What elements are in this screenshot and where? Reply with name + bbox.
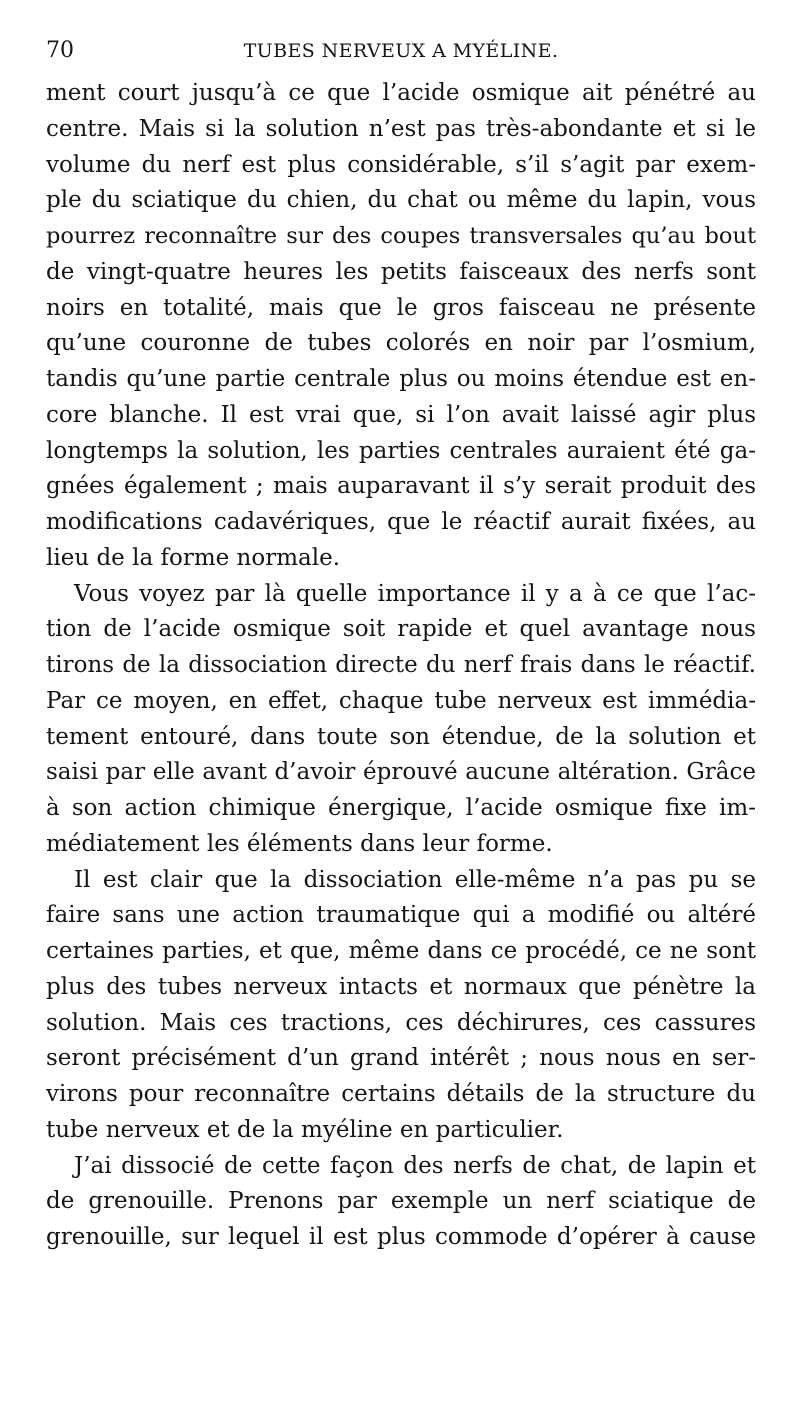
- text-line: tandis qu’une partie centrale plus ou moins étendue est en-: [46, 366, 756, 392]
- paragraph: [46, 76, 756, 577]
- text-line: grenouille, sur lequel il est plus commode d’opérer à cause: [46, 1224, 756, 1250]
- text-line: solution. Mais ces tractions, ces déchirures, ces cassures: [46, 1009, 756, 1036]
- body-text: [46, 76, 756, 1256]
- paragraph: [46, 863, 756, 1149]
- text-line: Vous voyez par là quelle importance il y a à ce que l’ac-: [74, 580, 756, 607]
- text-line: à son action chimique énergique, l’acide osmique fixe im-: [46, 795, 756, 821]
- text-line: tement entouré, dans toute son étendue, de la solution et: [46, 723, 756, 750]
- paragraph: [46, 577, 756, 863]
- text-line: volume du nerf est plus considérable, s’il s’agit par exem-: [46, 151, 756, 178]
- text-line: Il est clair que la dissociation elle-même n’a pas pu se: [74, 866, 756, 893]
- text-line: virons pour reconnaître certains détails de la structure du: [46, 1081, 756, 1107]
- text-line: de vingt-quatre heures les petits faisceaux des nerfs sont: [46, 258, 756, 285]
- text-line: lieu de la forme normale.: [46, 544, 341, 571]
- text-line: qu’une couronne de tubes colorés en noir par l’osmium,: [46, 330, 756, 357]
- text-line: médiatement les éléments dans leur forme.: [46, 830, 553, 857]
- text-line: tube nerveux et de la myéline en particulier.: [46, 1116, 564, 1143]
- text-line: faire sans une action traumatique qui a modifié ou altéré: [46, 902, 756, 929]
- text-line: seront précisément d’un grand intérêt ; nous nous en ser-: [46, 1045, 756, 1072]
- text-line: longtemps la solution, les parties centrales auraient été ga-: [46, 437, 756, 464]
- text-line: gnées également ; mais auparavant il s’y serait produit des: [46, 473, 756, 500]
- text-line: de grenouille. Prenons par exemple un nerf sciatique de: [46, 1188, 756, 1215]
- text-line: modifications cadavériques, que le réactif aurait fixées, au: [46, 509, 756, 535]
- paragraph: [46, 1149, 756, 1256]
- text-line: centre. Mais si la solution n’est pas très-abondante et si le: [46, 115, 756, 142]
- text-line: ment court jusqu’à ce que l’acide osmique ait pénétré au: [46, 80, 756, 106]
- text-line: J’ai dissocié de cette façon des nerfs de chat, de lapin et: [74, 1152, 756, 1179]
- text-line: core blanche. Il est vrai que, si l’on avait laissé agir plus: [46, 401, 756, 428]
- text-line: pourrez reconnaître sur des coupes transversales qu’au bout: [46, 223, 756, 249]
- text-line: plus des tubes nerveux intacts et normaux que pénètre la: [46, 973, 756, 1000]
- text-line: tirons de la dissociation directe du nerf frais dans le réactif.: [46, 652, 756, 678]
- page-header: [46, 34, 756, 68]
- page-number: 70: [46, 38, 74, 63]
- text-line: noirs en totalité, mais que le gros faisceau ne présente: [46, 294, 756, 321]
- text-line: ple du sciatique du chien, du chat ou même du lapin, vous: [46, 187, 756, 214]
- text-line: Par ce moyen, en effet, chaque tube nerveux est immédia-: [46, 687, 756, 714]
- text-line: certaines parties, et que, même dans ce procédé, ce ne sont: [46, 938, 756, 964]
- running-title: TUBES NERVEUX A MYÉLINE.: [243, 40, 559, 62]
- text-line: saisi par elle avant d’avoir éprouvé aucune altération. Grâce: [46, 759, 756, 786]
- text-line: tion de l’acide osmique soit rapide et quel avantage nous: [46, 616, 756, 643]
